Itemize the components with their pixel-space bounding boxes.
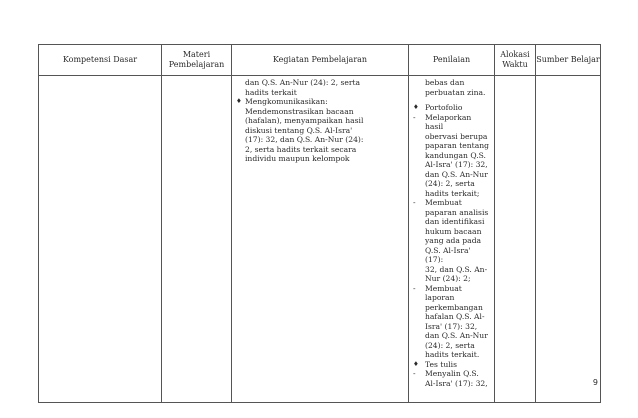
portofolio-item: - Melaporkan hasil obervasi berupa paparan tentang kandungan Q.S. Al-Isra' (17): 32, dan Q.S. An-Nur (24): 2, serta hadits terkait; [411,113,490,199]
portofolio-item: - Membuat paparan analisis dan identifikasi hukum bacaan yang ada pada Q.S. Al-Isra' (17): 32, dan Q.S. An- Nur (24): 2; [411,198,490,284]
cell-alokasi-waktu [495,76,536,403]
header-sumber-belajar: Sumber Belajar [536,45,601,76]
cell-sumber-belajar [536,76,601,403]
tes-tulis-bullet: ♦ Tes tulis [411,360,490,370]
header-row [39,45,601,76]
header-kompetensi-dasar: Kompetensi Dasar [39,45,162,76]
kegiatan-continuation: dan Q.S. An-Nur (24): 2, serta hadits terkait [245,78,361,97]
cell-kegiatan-pembelajaran [232,76,409,403]
syllabus-table [38,44,601,403]
header-kegiatan-pembelajaran: Kegiatan Pembelajaran [232,45,409,76]
cell-kompetensi-dasar [39,76,162,403]
tes-tulis-item: - Menyalin Q.S. Al-Isra' (17): 32, [411,369,490,388]
header-alokasi-waktu: Alokasi Waktu [495,45,536,76]
portofolio-bullet: ♦ Portofolio [411,103,490,113]
cell-penilaian [409,76,495,403]
header-penilaian: Penilaian [409,45,495,76]
penilaian-continuation: bebas dan perbuatan zina. [425,78,486,97]
page-number: 9 [592,378,598,387]
kegiatan-bullet-mengkomunikasikan: ♦ Mengkomunikasikan: Mendemonstrasikan bacaan (hafalan), menyampaikan hasil diskusi tentang Q.S. Al-Isra' (17): 32, dan Q.S. An-Nur (24): 2, serta hadits terkait secara individu maupun kelompok [236,97,402,164]
cell-materi-pembelajaran [162,76,232,403]
portofolio-item: - Membuat laporan perkembangan hafalan Q.S. Al- Isra' (17): 32, dan Q.S. An-Nur (24): 2, serta hadits terkait. [411,284,490,360]
table-row [39,76,601,403]
header-materi-pembelajaran: Materi Pembelajaran [162,45,232,76]
